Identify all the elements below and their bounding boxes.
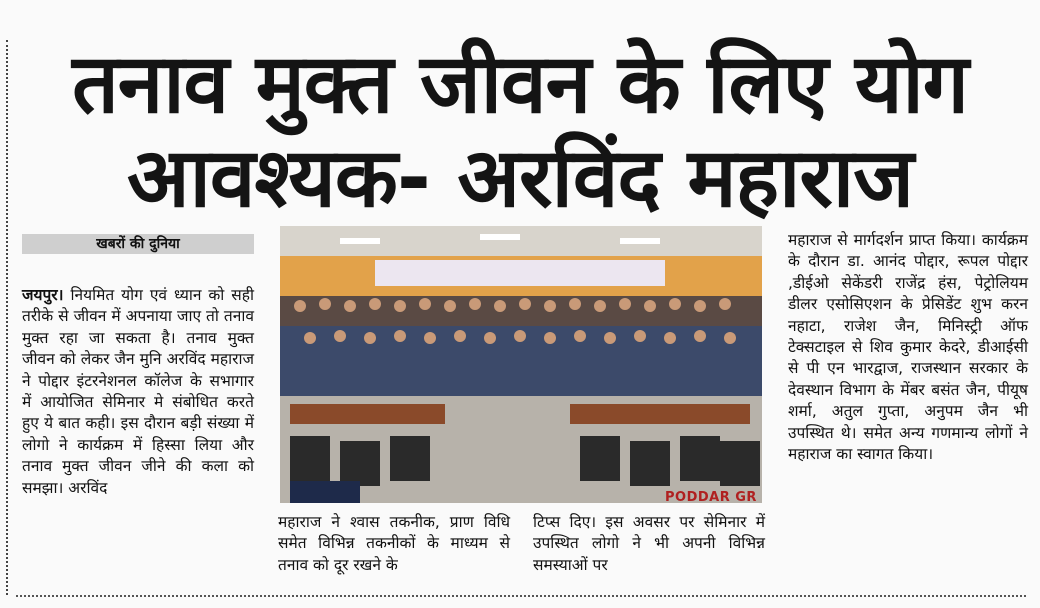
section-tag: खबरों की दुनिया bbox=[22, 234, 254, 254]
article-text-col3: टिप्स दिए। इस अवसर पर सेमिनार में उपस्थित लोगो ने भी अपनी विभिन्न समस्याओं पर bbox=[533, 513, 765, 574]
article-column-4 bbox=[788, 230, 1028, 465]
article-text-col1: नियमित योग एवं ध्यान को सही तरीके से जीवन में अपनाया जाए तो तनाव मुक्त रहा जा सकता है। तनाव मुक्त जीवन को लेकर जैन मुनि अरविंद महाराज ने पोद्दार इंटरनेशनल कॉलेज के सभागार में आयोजित सेमिनार मे संबोधित करते हुए ये बात कही। इस दौरान बड़ी संख्या में लोगो ने कार्यक्रम में हिस्सा लिया और तनाव मुक्त जीवन जीने की कला को समझा। अरविंद bbox=[22, 286, 254, 497]
article-text-col4: महाराज से मार्गदर्शन प्राप्त किया। कार्यक्रम के दौरान डा. आनंद पोद्दार, रूपल पोद्दार ,डीईओ सेकेंडरी राजेंद्र हंस, पेट्रोलियम डीलर एसोसिएशन के प्रेसिडेंट शुभ करन नहाटा, राजेश जैन, मिनिस्ट्री ऑफ टेक्सटाइल से शिव कुमार केदरे, डीआईसी से पी एन भारद्वाज, राजस्थान सरकार के देवस्थान विभाग के मेंबर बसंत जैन, पीयूष शर्मा, अतुल गुप्ता, अनुपम जैन भी उपस्थित थे। समेत अन्य गणमान्य लोगों ने महाराज का स्वागत किया। bbox=[788, 231, 1028, 464]
photo-banner-text: PODDAR GR bbox=[665, 490, 757, 503]
article-column-1 bbox=[22, 285, 254, 499]
seminar-group-photo bbox=[280, 226, 762, 503]
bottom-divider-rule bbox=[16, 595, 1026, 597]
article-column-2 bbox=[278, 512, 510, 576]
column-divider-rule bbox=[6, 40, 8, 595]
headline-line-1: तनाव मुक्त जीवन के लिए योग bbox=[72, 37, 968, 132]
article-column-3 bbox=[533, 512, 765, 576]
dateline: जयपुर। bbox=[22, 286, 64, 304]
article-text-col2: महाराज ने श्वास तकनीक, प्राण विधि समेत विभिन्न तकनीकों के माध्यम से तनाव को दूर रखने के bbox=[278, 513, 510, 574]
photo-illustration bbox=[280, 226, 762, 503]
headline-line-2: आवश्यक- अरविंद महाराज bbox=[127, 131, 913, 226]
